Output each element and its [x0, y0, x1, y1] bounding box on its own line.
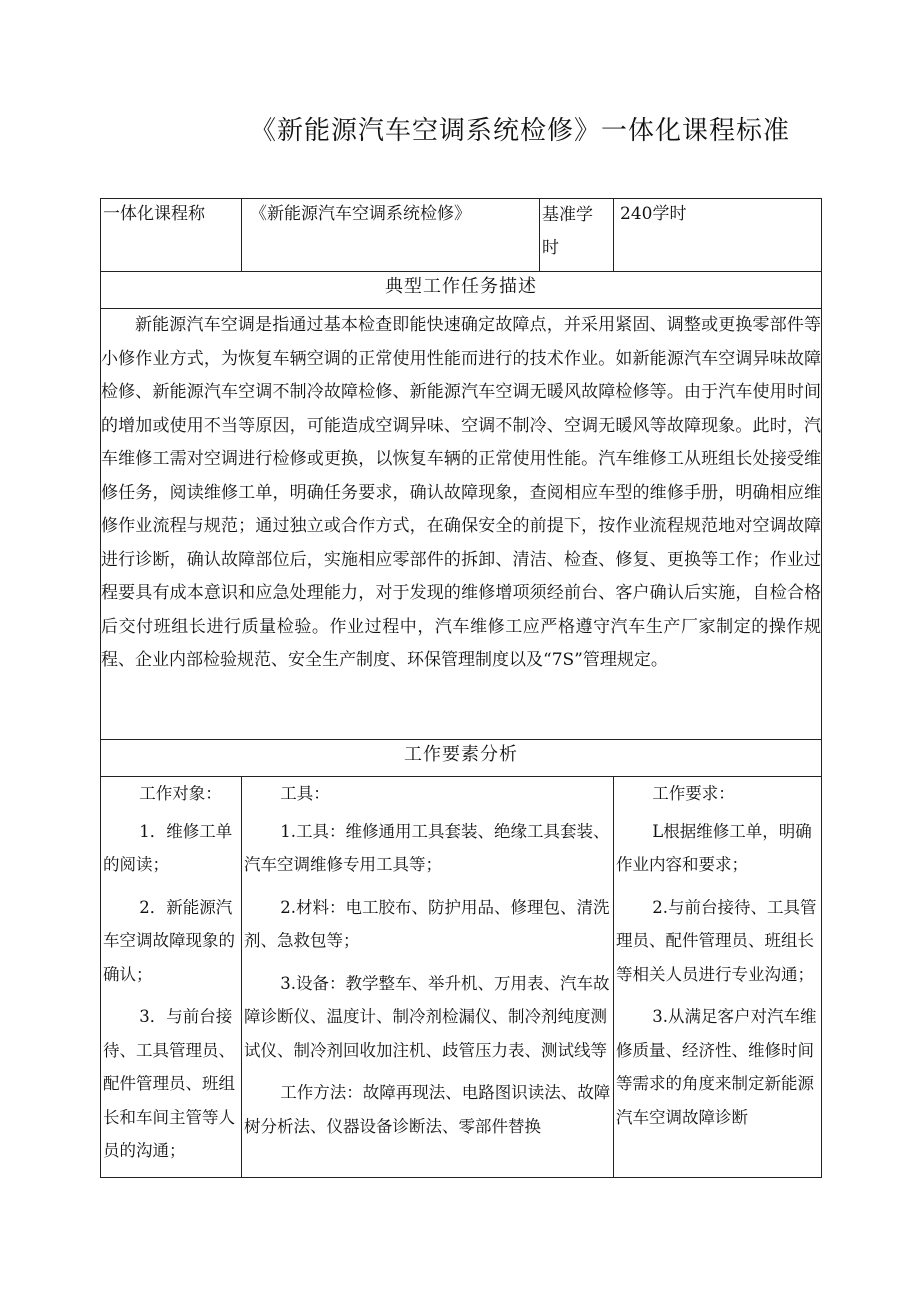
- work-object-item: 1．维修工单的阅读；: [103, 821, 233, 874]
- hours-label: [540, 199, 614, 272]
- hours-label-line2: 时: [542, 238, 559, 258]
- work-objects-cell: [101, 777, 242, 1178]
- document-title: 《新能源汽车空调系统检修》一体化课程标准: [250, 116, 791, 146]
- work-object-item: 2．新能源汽车空调故障现象的确认；: [103, 897, 235, 984]
- work-object-item: 3．与前台接待、工具管理员、配件管理员、班组长和车间主管等人员的沟通；: [103, 1007, 235, 1160]
- tools-item: 工作方法：故障再现法、电路图识读法、故障树分析法、仪器设备诊断法、零部件替换: [244, 1083, 611, 1136]
- tools-heading: 工具：: [280, 784, 330, 803]
- requirements-item: 2.与前台接待、工具管理员、配件管理员、班组长等相关人员进行专业沟通；: [616, 897, 817, 984]
- tools-item: 3.设备：教学整车、举升机、万用表、汽车故障诊断仪、温度计、制冷剂检漏仪、制冷剂纯度测试仪、制冷剂回收加注机、歧管压力表、测试线等: [244, 973, 610, 1060]
- task-description-text: 新能源汽车空调是指通过基本检查即能快速确定故障点，并采用紧固、调整或更换零部件等小修作业方式，为恢复车辆空调的正常使用性能而进行的技术作业。如新能源汽车空调异味故障检修、新能源汽车空调不制冷故障检修、新能源汽车空调无暖风故障检修等。由于汽车使用时间的增加或使用不当等原因，可能造成空调异味、空调不制冷、空调无暖风等故障现象。此时，汽车维修工需对空调进行检修或更换，以恢复车辆的正常使用性能。汽车维修工从班组长处接受维修任务，阅读维修工单，明确任务要求，确认故障现象，查阅相应车型的维修手册，明确相应维修作业流程与规范；通过独立或合作方式，在确保安全的前提下，按作业流程规范地对空调故障进行诊断，确认故障部位后，实施相应零部件的拆卸、清洁、检查、修复、更换等工作；作业过程要具有成本意识和应急处理能力，对于发现的维修增项须经前台、客户确认后实施，自检合格后交付班组长进行质量检验。作业过程中，汽车维修工应严格遵守汽车生产厂家制定的操作规程、企业内部检验规范、安全生产制度、环保管理制度以及“7S”管理规定。: [101, 315, 821, 670]
- course-info-row: [101, 199, 822, 272]
- course-name-label: 一体化课程称: [101, 199, 242, 272]
- requirements-cell: [614, 777, 822, 1178]
- tools-item: 2.材料：电工胶布、防护用品、修理包、清洗剂、急救包等；: [244, 897, 610, 950]
- tools-cell: [242, 777, 614, 1178]
- requirements-heading: 工作要求：: [652, 784, 735, 803]
- analysis-section-row: [101, 740, 822, 777]
- hours-value: 240学时: [614, 199, 822, 272]
- requirements-item: L根据维修工单，明确作业内容和要求；: [616, 821, 812, 874]
- requirements-item: 3.从满足客户对汽车维修质量、经济性、维修时间等需求的角度来制定新能源汽车空调故障诊断: [616, 1007, 817, 1127]
- hours-label-line1: 基准学: [542, 205, 593, 225]
- course-name-value: 《新能源汽车空调系统检修》: [242, 199, 540, 272]
- task-section-title: 典型工作任务描述: [101, 272, 822, 309]
- task-section-row: [101, 272, 822, 309]
- task-description-row: [101, 309, 822, 740]
- tools-item: 1.工具：维修通用工具套装、绝缘工具套装、汽车空调维修专用工具等；: [244, 821, 610, 874]
- course-standard-table: [100, 198, 822, 1178]
- analysis-columns-row: [101, 777, 822, 1178]
- analysis-section-title: 工作要素分析: [101, 740, 822, 777]
- work-objects-heading: 工作对象：: [139, 784, 222, 803]
